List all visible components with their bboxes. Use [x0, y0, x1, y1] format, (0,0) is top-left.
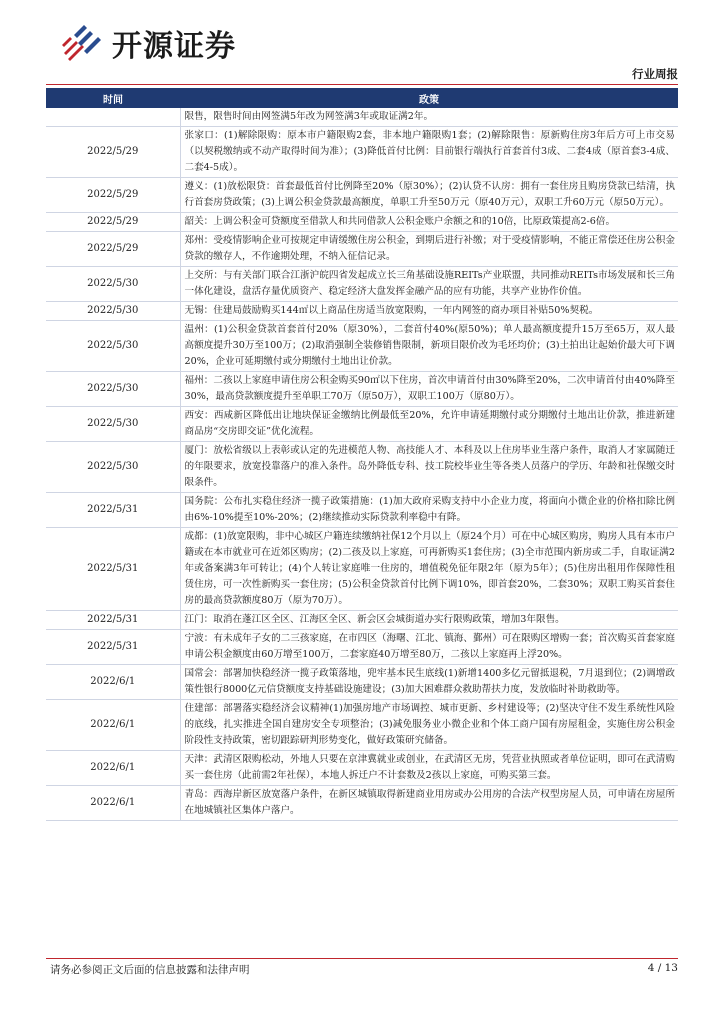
row-policy-text: 天津：武清区限购松动，外地人只要在京津冀就业或创业，在武清区无房，凭营业执照或者单位证明，即可在武清购买一套住房（此前需2年社保），本地人拆迁户不计套数及2孩以上家庭，可购买第三套。 [180, 751, 678, 786]
row-policy-text: 青岛：西海岸新区放宽落户条件，在新区城镇取得新建商业用房或办公用房的合法产权型房屋人员，可申请在房屋所在地城镇社区集体户落户。 [180, 786, 678, 821]
row-date: 2022/5/31 [46, 493, 180, 528]
row-policy-text: 无锡：住建局鼓励购买144㎡以上商品住房适当放宽限购，一年内网签的商办项目补贴50%契税。 [180, 302, 678, 321]
row-date: 2022/5/30 [46, 302, 180, 321]
row-date: 2022/5/30 [46, 372, 180, 407]
table-row [46, 442, 678, 493]
row-policy-text: 遵义：(1)放松限贷：首套最低首付比例降至20%（原30%）；(2)认贷不认房：拥有一套住房且购房贷款已结清，执行首套房贷政策；(3)上调公积金贷款最高额度，单职工升至50万元（原40万元），双职工升60万元（原50万元）。 [180, 178, 678, 213]
row-date: 2022/6/1 [46, 700, 180, 751]
row-policy-text: 福州：二孩以上家庭申请住房公积金购买90㎡以下住房，首次申请首付由30%降至20%，二次申请首付由40%降至30%，最高贷款额度提升至单职工70万（原50万），双职工100万（原80万）。 [180, 372, 678, 407]
header-divider [46, 84, 678, 85]
table-row [46, 302, 678, 321]
row-policy-text: 韶关：上调公积金可贷额度至借款人和共同借款人公积金账户余额之和的10倍，比原政策提高2-6倍。 [180, 213, 678, 232]
table-row [46, 321, 678, 372]
row-date: 2022/5/31 [46, 528, 180, 611]
row-date: 2022/5/31 [46, 611, 180, 630]
table-row [46, 127, 678, 178]
row-policy-text: 张家口：(1)解除限购：原本市户籍限购2套，非本地户籍限购1套；(2)解除限售：原新购住房3年后方可上市交易（以契税缴纳或不动产取得时间为准）；(3)降低首付比例：目前银行端执行首套首付3成、二套4成（原首套3-4成、二套4-5成）。 [180, 127, 678, 178]
row-policy-text: 厦门：放松省级以上表彰或认定的先进模范人物、高技能人才、本科及以上住房毕业生落户条件，取消人才家属随迁的年限要求，放宽投靠落户的准入条件。岛外降低专科、技工院校毕业生等各类人员落户的学历、年龄和社保缴交时限条件。 [180, 442, 678, 493]
table-row [46, 611, 678, 630]
row-date: 2022/6/1 [46, 665, 180, 700]
row-policy-text: 郑州：受疫情影响企业可按规定申请缓缴住房公积金，到期后进行补缴；对于受疫情影响，不能正常偿还住房公积金贷款的缴存人，不作逾期处理，不纳入征信记录。 [180, 232, 678, 267]
table-header-row [46, 88, 678, 108]
row-policy-text: 温州：(1)公积金贷款首套首付20%（原30%），二套首付40%(原50%)；单人最高额度提升15万至65万，双人最高额度提升30万至100万；(2)取消强制全装修销售限制，新项目限价改为毛坯均价；(3)土拍出让起始价最大可下调20%，企业可延期缴付或分期缴付土地出让价款。 [180, 321, 678, 372]
row-date: 2022/5/30 [46, 442, 180, 493]
row-date: 2022/5/29 [46, 127, 180, 178]
table-row [46, 665, 678, 700]
row-date: 2022/6/1 [46, 751, 180, 786]
table-row [46, 700, 678, 751]
row-date: 2022/5/29 [46, 213, 180, 232]
row-date: 2022/5/30 [46, 407, 180, 442]
table-row [46, 751, 678, 786]
row-date: 2022/5/29 [46, 178, 180, 213]
row-date: 2022/5/31 [46, 630, 180, 665]
table-row [46, 267, 678, 302]
row-date: 2022/6/1 [46, 786, 180, 821]
row-policy-text: 限售，限售时间由网签满5年改为网签满3年或取证满2年。 [180, 108, 678, 127]
company-logo [60, 22, 236, 64]
row-date: 2022/5/30 [46, 267, 180, 302]
row-date: 2022/5/30 [46, 321, 180, 372]
table-row [46, 528, 678, 611]
table-row [46, 213, 678, 232]
table-row [46, 108, 678, 127]
row-policy-text: 宁波：有未成年子女的二三孩家庭，在市四区（海曙、江北、镇海、鄞州）可在限购区增购一套；首次购买首套家庭申请公积金额度由60万增至100万，二套家庭40万增至80万，二孩以上家庭再上浮20%。 [180, 630, 678, 665]
row-policy-text: 成都：(1)放宽限购，非中心城区户籍连续缴纳社保12个月以上（原24个月）可在中心城区购房，购房人具有本市户籍或在本市就业可在近郊区购房；(2)二孩及以上家庭，可再新购买1套住房；(3)全市范围内新房或二手，自取证满2年或备案满3年可转让；(4)个人转让家庭唯一住房的，增值税免征年限2年（原为5年）；(5)住房出租用作保障性租赁住房，可一次性新购买一套住房；(5)公积金贷款首付比例下调10%，即首套20%，二套30%；双职工购买首套住房的最高贷款额度80万（原为70万）。 [180, 528, 678, 611]
table-row [46, 232, 678, 267]
row-policy-text: 国常会：部署加快稳经济一揽子政策落地，兜牢基本民生底线(1)新增1400多亿元留抵退税，7月退到位；(2)调增政策性银行8000亿元信贷额度支持基础设施建设；(3)加大困难群众救助帮扶力度，发放临时补助救助等。 [180, 665, 678, 700]
report-type-label: 行业周报 [632, 67, 678, 81]
table-row [46, 407, 678, 442]
row-policy-text: 江门：取消在蓬江区全区、江海区全区、新会区会城街道办实行限购政策，增加3年限售。 [180, 611, 678, 630]
row-policy-text: 上交所：与有关部门联合江浙沪皖四省发起成立长三角基础设施REITs产业联盟，共同推动REITs市场发展和长三角一体化建设，盘活存量优质资产、稳定经济大盘发挥金融产品的应有功能，共享产业协作价值。 [180, 267, 678, 302]
table-row [46, 372, 678, 407]
footer-disclaimer: 请务必参阅正文后面的信息披露和法律声明 [50, 964, 250, 976]
row-date: 2022/5/29 [46, 232, 180, 267]
table-row [46, 493, 678, 528]
row-policy-text: 国务院：公布扎实稳住经济一揽子政策措施：(1)加大政府采购支持中小企业力度，将面向小微企业的价格扣除比例由6%-10%提至10%-20%；(2)继续推动实际贷款利率稳中有降。 [180, 493, 678, 528]
row-policy-text: 西安：西咸新区降低出让地块保证金缴纳比例最低至20%，允许申请延期缴付或分期缴付土地出让价款，推进新建商品房“交房即交证”优化流程。 [180, 407, 678, 442]
table-row [46, 630, 678, 665]
policy-table [46, 88, 678, 821]
row-date [46, 108, 180, 127]
page-number: 4 / 13 [647, 962, 678, 974]
column-header-policy: 政策 [180, 88, 678, 108]
column-header-date: 时间 [46, 88, 180, 108]
table-row [46, 178, 678, 213]
logo-mark-icon [60, 23, 104, 63]
row-policy-text: 住建部：部署落实稳经济会议精神(1)加强房地产市场调控、城市更新、乡村建设等；(2)坚决守住不发生系统性风险的底线，扎实推进全国自建房安全专项整治；(3)减免服务业小微企业和个体工商户国有房屋租金，实施住房公积金阶段性支持政策，密切跟踪研判形势变化，做好政策研究储备。 [180, 700, 678, 751]
table-row [46, 786, 678, 821]
logo-text: 开源证券 [112, 29, 236, 64]
footer-divider [46, 958, 678, 959]
